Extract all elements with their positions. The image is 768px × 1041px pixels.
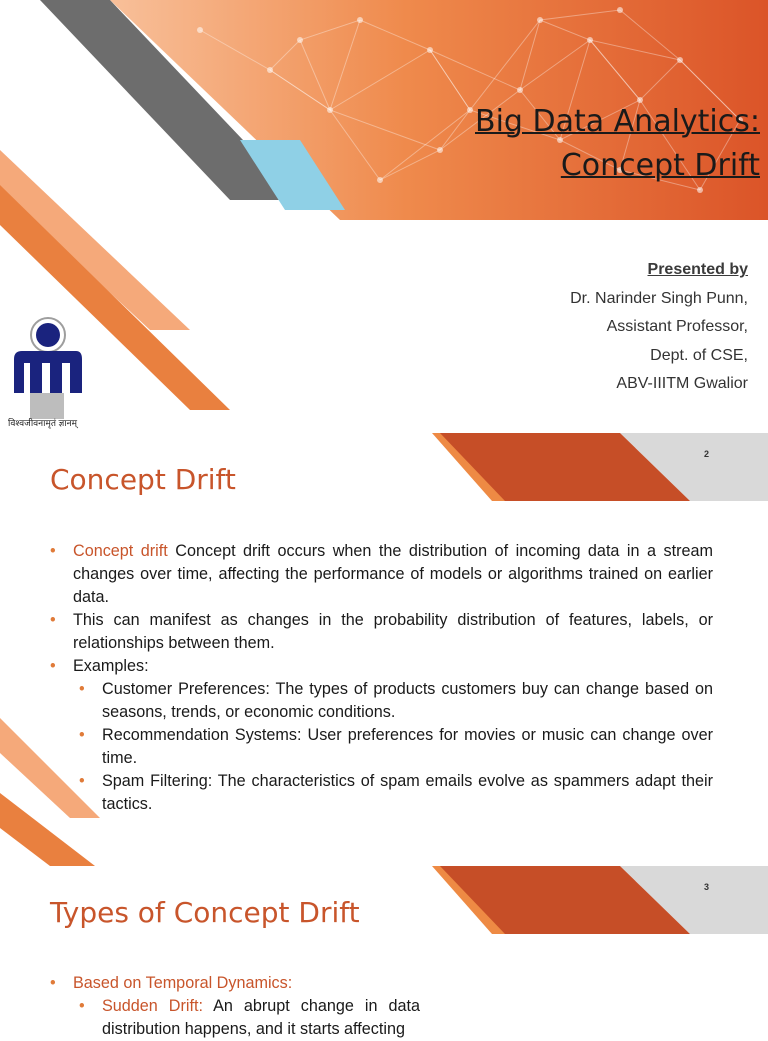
sub-bullet-text: An abrupt change in data distribution happens, and it starts affecting (102, 997, 420, 1038)
list-item (50, 540, 713, 609)
presenter-institute: ABV-IIITM Gwalior (616, 375, 748, 392)
bullet-text: Concept drift occurs when the distribution of incoming data in a stream changes over time, affecting the performance of models or algorithms trained on earlier data. (73, 542, 713, 606)
sub-list-item: • Spam Filtering: The characteristics of spam emails evolve as spammers adapt their tactics. (73, 770, 713, 816)
institute-logo (10, 312, 90, 432)
concept-drift-slide (0, 433, 768, 866)
logo-motto: विश्वजीवनामृतं ज्ञानम् (8, 418, 77, 428)
presented-by-heading: Presented by (647, 261, 748, 278)
sub-list-item (73, 995, 420, 1041)
presenter-block (570, 256, 748, 399)
page-number: 2 (704, 449, 710, 459)
list-item (50, 609, 713, 655)
presenter-position: Assistant Professor, (606, 318, 748, 335)
bullet-text: Examples: (73, 657, 149, 675)
sub-list-item: • Recommendation Systems: User preferences for movies or music can change over time. (73, 724, 713, 770)
presenter-department: Dept. of CSE, (650, 346, 748, 364)
title-line-1: Big Data Analytics: (475, 104, 760, 139)
presentation-title (475, 100, 760, 188)
slide-title: Concept Drift (50, 463, 236, 496)
title-line-2: Concept Drift (560, 148, 760, 183)
sub-list (73, 995, 420, 1041)
slide-title: Types of Concept Drift (50, 896, 360, 929)
list-item (50, 655, 713, 816)
bullet-text: This can manifest as changes in the probability distribution of features, labels, or relationships between them. (73, 611, 713, 652)
term-highlight: Concept drift (73, 542, 168, 560)
presenter-name: Dr. Narinder Singh Punn, (570, 289, 748, 307)
example-sub-list (73, 678, 713, 816)
list-item (50, 972, 420, 1041)
bullet-list (50, 972, 420, 1041)
sub-list-item: • Customer Preferences: The types of products customers buy can change based on seasons, trends, or economic conditions. (73, 678, 713, 724)
term-highlight: Sudden Drift: (102, 997, 203, 1015)
title-slide (0, 0, 768, 433)
bullet-list (50, 540, 713, 816)
page-number: 3 (704, 882, 710, 892)
types-of-concept-drift-slide (0, 866, 768, 1038)
bullet-text: Based on Temporal Dynamics: (73, 974, 293, 992)
